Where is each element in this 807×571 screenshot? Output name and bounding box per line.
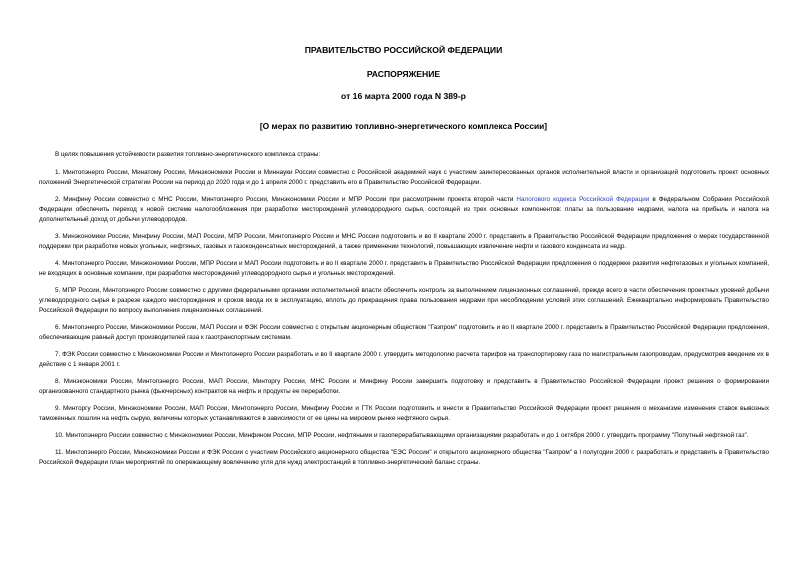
item-10-paragraph: 10. Минтопэнерго России совместно с Минэкономики России, Минфином России, МПР России, нефтяными и газоперерабатывающими организациями разработать и до 1 октября 2000 г. утвердить программу "Попутный нефтяной газ". [55,431,749,439]
item-11-paragraph: 11. Минтопэнерго России, Минэкономики России и ФЭК России с участием Российского акционерного общества "ЕЭС России" и открытого акционерного общества "Газпром" в I полугодии 2000 г. разработать и представить в Правительство Российской Федерации план мероприятий по опережающему вовлечению угля для нужд электростанций в топливно-энергетический баланс страны. [39,448,769,466]
item-2-paragraph [39,195,769,225]
intro-paragraph: В целях повышения устойчивости развития топливно-энергетического комплекса страны: [55,151,321,158]
item-7-paragraph: 7. ФЭК России совместно с Минэкономики России и Минтопэнерго России разработать и во II квартале 2000 г. утвердить методологию расчета тарифов на транспортировку газа по магистральным газопроводам, предусмотрев введение их в действие с 1 января 2001 г. [39,350,769,368]
item-3-paragraph: 3. Минэкономики России, Минфину России, МАП России, МПР России, Минтопэнерго России и МНС России подготовить и во II квартале 2000 г. представить в Правительство Российской Федерации предложения о мерах государственной поддержки при разработке новых угольных, нефтяных, газовых и газоконденсатных месторождений, а также применении технологий, повышающих извлечение нефти и газового конденсата из недр. [39,232,769,250]
item-2-text-after: в Федеральном Собрании Российской Федерации обеспечить переход к новой системе налогообложения при разработке месторождений углеводородного сырья, состоящей из трех основных компонентов: платы за пользование недрами, налога на прибыль и налога на дополнительный доход от добычи углеводородов. [39,195,769,223]
document-kind-heading: РАСПОРЯЖЕНИЕ [366,69,441,79]
document-body [39,150,769,475]
issuer-heading: ПРАВИТЕЛЬСТВО РОССИЙСКОЙ ФЕДЕРАЦИИ [304,45,503,55]
item-4-paragraph: 4. Минтопэнерго России, Минэкономики России, МПР России и МАП России подготовить и во II квартале 2000 г. представить в Правительство Российской Федерации предложения о поддержке развития нефтегазовых и угольных компаний, не входящих в основные компании, при разработке месторождений углеводородного сырья и угольных месторождений. [39,259,769,277]
item-5-paragraph: 5. МПР России, Минтопэнерго России совместно с другими федеральными органами исполнительной власти обеспечить контроль за выполнением лицензионных соглашений, прежде всего в части обеспечения проектных уровней добычи углеводородного сырья в разрезе каждого месторождения и сроков ввода их в эксплуатацию, вплоть до прекращения права пользования недрами при несоблюдении условий этих соглашений. Ежеквартально информировать Правительство Российской Федерации по вопросу выполнения лицензионных соглашений. [39,286,769,314]
item-9-paragraph: 9. Минторгу России, Минэкономики России, МАП России, Минтопэнерго России, Минфину России и ГТК России подготовить и внести в Правительство Российской Федерации проект решения о механизме изменения ставок вывозных таможенных пошлин на нефть сырую, величины которых устанавливаются в зависимости от ее цены на мировом рынке нефтяного сырья. [39,404,769,422]
item-6-paragraph: 6. Минтопэнерго России, Минэкономики России, МАП России и ФЭК России совместно с открытым акционерным обществом "Газпром" подготовить и во II квартале 2000 г. представить в Правительство Российской Федерации предложения, обеспечивающие равный доступ производителей газа к газотранспортным системам. [39,323,769,341]
item-8-paragraph: 8. Минэкономики России, Минтопэнерго России, МАП России, Минторгу России, МНС России и Минфину России завершить подготовку и представить в Правительство Российской Федерации проект решения о формировании организованного стандартного рынка (фьючерсных) контрактов на нефть и продукты ее переработки. [39,377,769,395]
tax-code-link[interactable]: Налогового кодекса Российской Федерации [516,195,650,203]
document-date-number: от 16 марта 2000 года N 389-р [341,91,466,101]
document-title: [О мерах по развитию топливно-энергетического комплекса России] [259,121,548,131]
item-1-paragraph: 1. Минтопэнерго России, Минатому России, Минэкономики России и Миннауки России совместно с Российской академией наук с участием заинтересованных органов исполнительной власти и организаций подготовить проект основных положений Энергетической стратегии России на период до 2020 года и до 1 апреля 2000 г. представить его в Правительство Российской Федерации. [39,168,769,186]
item-2-text-before: 2. Минфину России совместно с МНС России, Минтопэнерго России, Минэкономики России и МПР России при рассмотрении проекта второй части [55,195,517,203]
